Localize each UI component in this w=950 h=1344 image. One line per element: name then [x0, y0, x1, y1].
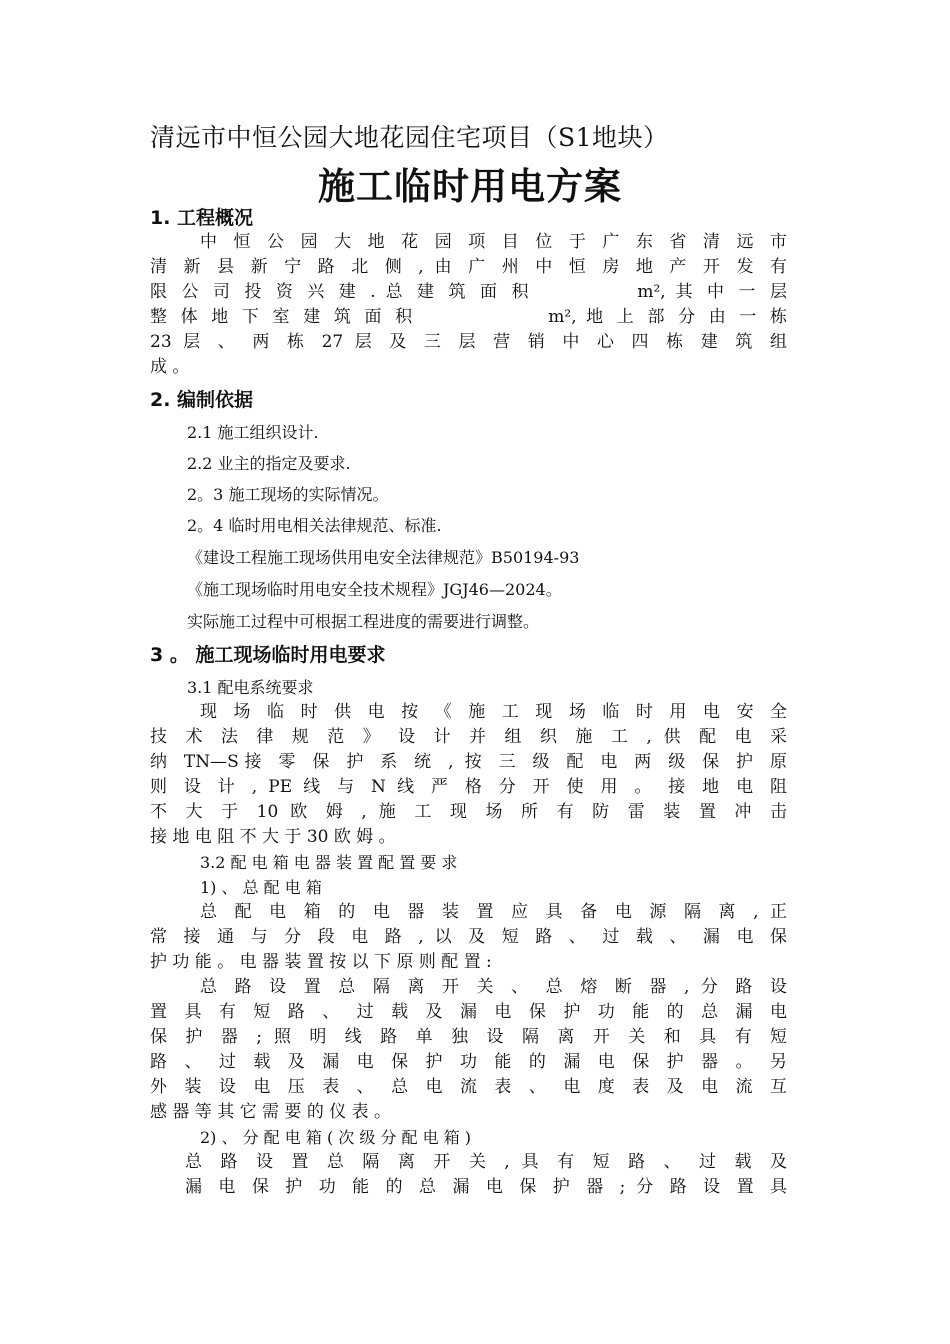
section-3-heading: 3 。 施工现场临时用电要求 — [150, 644, 386, 666]
item-sub-distribution-box: 2) 、 分 配 电 箱 ( 次 级 分 配 电 箱 ) — [200, 1128, 472, 1147]
overview-line: 整 体 地 下 室 建 筑 面 积 m², 地 上 部 分 由 一 栋 — [150, 307, 787, 327]
requirement-line: 接 地 电 阻 不 大 于 30 欧 姆 。 — [150, 827, 396, 847]
section-1-heading: 1. 工程概况 — [150, 207, 254, 229]
main-box-line: 常 接 通 与 分 段 电 路 , 以 及 短 路 、 过 载 、 漏 电 保 — [150, 927, 787, 947]
overview-line: 清 新 县 新 宁 路 北 侧 , 由 广 州 中 恒 房 地 产 开 发 有 — [150, 257, 787, 277]
requirement-line: 纳 TN—S接 零 保 护 系 统 , 按 三 级 配 电 两 级 保 护 原 — [150, 752, 787, 772]
main-box-line: 总 配 电 箱 的 电 器 装 置 应 具 备 电 源 隔 离 , 正 — [200, 902, 787, 922]
overview-line: 23 层 、 两 栋 27 层 及 三 层 营 销 中 心 四 栋 建 筑 组 — [150, 332, 787, 352]
config-line: 置 具 有 短 路 、 过 载 及 漏 电 保 护 功 能 的 总 漏 电 — [150, 1002, 787, 1022]
config-line: 路 、 过 载 及 漏 电 保 护 功 能 的 漏 电 保 护 器 。 另 — [150, 1052, 787, 1072]
basis-item: 《建设工程施工现场供用电安全法律规范》B50194-93 — [187, 548, 580, 567]
basis-item: 实际施工过程中可根据工程进度的需要进行调整。 — [187, 612, 540, 631]
subsection-3-1: 3.1 配电系统要求 — [187, 678, 314, 697]
section-2-heading: 2. 编制依据 — [150, 389, 254, 411]
config-line: 总 路 设 置 总 隔 离 开 关 、 总 熔 断 器 , 分 路 设 — [200, 977, 787, 997]
basis-item: 2。4 临时用电相关法律规范、标准. — [187, 516, 442, 535]
config-line: 感 器 等 其 它 需 要 的 仪 表 。 — [150, 1102, 392, 1122]
subsection-3-2: 3.2 配 电 箱 电 器 装 置 配 置 要 求 — [200, 853, 458, 872]
sub-box-line: 总 路 设 置 总 隔 离 开 关 , 具 有 短 路 、 过 载 及 — [185, 1152, 787, 1172]
requirement-line: 则 设 计 , PE 线 与 N 线 严 格 分 开 使 用 。 接 地 电 阻 — [150, 777, 787, 797]
requirement-line: 现 场 临 时 供 电 按 《 施 工 现 场 临 时 用 电 安 全 — [200, 702, 787, 722]
basis-item: 2.2 业主的指定及要求. — [187, 454, 351, 473]
config-line: 外 装 设 电 压 表 、 总 电 流 表 、 电 度 表 及 电 流 互 — [150, 1077, 787, 1097]
requirement-line: 技 术 法 律 规 范 》 设 计 并 组 织 施 工 , 供 配 电 采 — [150, 727, 787, 747]
item-main-distribution-box: 1) 、 总 配 电 箱 — [200, 878, 322, 897]
main-box-line: 护 功 能 。 电 器 装 置 按 以 下 原 则 配 置 : — [150, 952, 492, 972]
project-title: 清远市中恒公园大地花园住宅项目（S1地块） — [150, 123, 669, 152]
overview-line: 限 公 司 投 资 兴 建 . 总 建 筑 面 积 m², 其 中 一 层 — [150, 282, 787, 302]
requirement-line: 不 大 于 10 欧 姆 , 施 工 现 场 所 有 防 雷 装 置 冲 击 — [150, 802, 787, 822]
document-title: 施工临时用电方案 — [318, 165, 622, 208]
basis-item: 2.1 施工组织设计. — [187, 423, 319, 442]
basis-item: 2。3 施工现场的实际情况。 — [187, 485, 389, 504]
overview-line: 成 。 — [150, 357, 190, 377]
config-line: 保 护 器 ; 照 明 线 路 单 独 设 隔 离 开 关 和 具 有 短 — [150, 1027, 787, 1047]
overview-line: 中 恒 公 园 大 地 花 园 项 目 位 于 广 东 省 清 远 市 — [200, 232, 787, 252]
sub-box-line: 漏 电 保 护 功 能 的 总 漏 电 保 护 器 ; 分 路 设 置 具 — [185, 1177, 787, 1197]
basis-item: 《施工现场临时用电安全技术规程》JGJ46—2024。 — [187, 580, 562, 599]
